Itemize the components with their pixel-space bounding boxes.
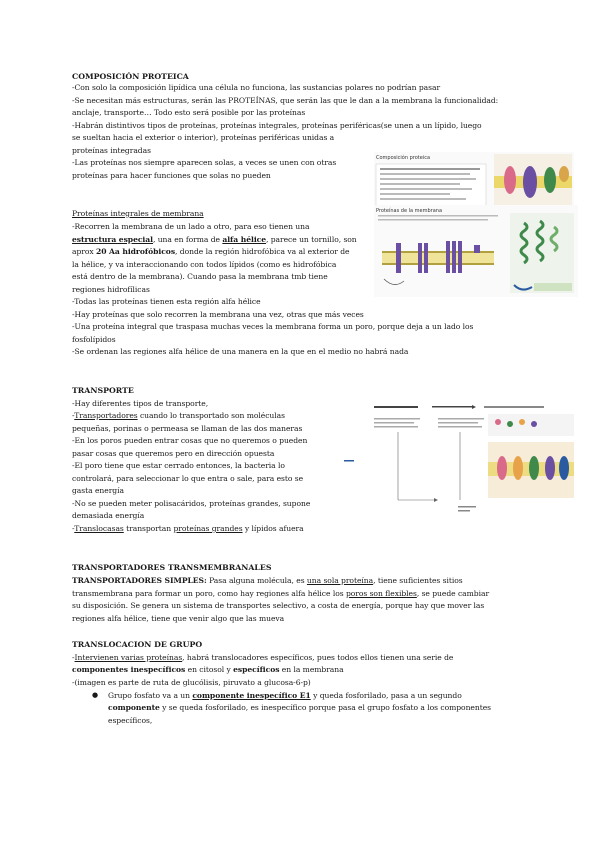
paragraph-line: -Hay diferentes tipos de transporte,: [72, 399, 209, 408]
heading-proteinas-integrales: Proteínas integrales de membrana: [72, 209, 204, 218]
paragraph-line: anclaje, transporte… Todo esto será posible por las proteínas: [72, 108, 306, 117]
figure-transporte: [338, 402, 578, 514]
paragraph-line: -Intervienen varias proteínas, habrá translocadores específicos, pues todos ellos tienen una serie de: [72, 653, 454, 662]
paragraph-line: TRANSPORTADORES SIMPLES: Pasa alguna molécula, es una sola proteína, tiene suficientes sitios: [72, 576, 463, 585]
paragraph-line: la hélice, y va interaccionando con todos lípidos (como es hidrofóbica: [72, 260, 337, 269]
paragraph-line: proteínas integradas: [72, 146, 151, 155]
bullet-line: específicos,: [108, 716, 153, 725]
paragraph-line: proteínas para hacer funciones que solas no pueden: [72, 171, 271, 180]
paragraph-line: -Todas las proteínas tienen esta región alfa hélice: [72, 297, 261, 306]
figure-title: Proteínas de la membrana: [376, 208, 443, 214]
paragraph-line: componentes inespecíficos en citosol y específicos en la membrana: [72, 665, 344, 674]
figure-proteinas-membrana: [374, 205, 578, 297]
paragraph-line: controlará, para seleccionar lo que entra o sale, para esto se: [72, 474, 304, 483]
paragraph-line: -Con solo la composición lipídica una célula no funciona, las sustancias polares no podrían pasar: [72, 83, 441, 92]
paragraph-line: se sueltan hacia el exterior o interior), proteínas periféricas unidas a: [72, 133, 335, 142]
figure-composicion-proteica: [374, 152, 574, 210]
heading-transporte: TRANSPORTE: [72, 386, 134, 395]
heading-translocacion-de-grupo: TRANSLOCACION DE GRUPO: [72, 640, 203, 649]
paragraph-line: aprox 20 Aa hidrofóbicos, donde la región hidrofóbica va al exterior de: [72, 247, 350, 256]
bullet-icon: ●: [92, 691, 99, 699]
bullet-line: componente y se queda fosforilado, es inespecífico porque pasa el grupo fosfato a los componentes: [108, 703, 491, 712]
heading-composicion-proteica: COMPOSICIÓN PROTEICA: [72, 72, 189, 81]
paragraph-line: está dentro de la membrana). Cuando pasa la membrana tmb tiene: [72, 272, 328, 281]
paragraph-line: -No se pueden meter polisacáridos, proteínas grandes, supone: [72, 499, 311, 508]
paragraph-line: -Translocasas transportan proteínas grandes y lípidos afuera: [72, 524, 304, 533]
paragraph-line: fosfolípidos: [72, 335, 116, 344]
bullet-line: Grupo fosfato va a un componente inespecífico E1 y queda fosforilado, pasa a un segundo: [108, 691, 462, 700]
paragraph-line: gasta energía: [72, 486, 124, 495]
paragraph-line: -Recorren la membrana de un lado a otro, para eso tienen una: [72, 222, 310, 231]
paragraph-line: -El poro tiene que estar cerrado entonces, la bacteria lo: [72, 461, 285, 470]
paragraph-line: pasar cosas que queremos pero en dirección opuesta: [72, 449, 275, 458]
paragraph-line: demasiada energía: [72, 511, 145, 520]
figure-title: Composición proteica: [376, 155, 431, 161]
paragraph-line: -Transportadores cuando lo transportado son moléculas: [72, 411, 285, 420]
paragraph-line: -Una proteína integral que traspasa muchas veces la membrana forma un poro, porque deja a un lado los: [72, 322, 474, 331]
paragraph-line: pequeñas, porinas o permeasa se llaman de las dos maneras: [72, 424, 303, 433]
paragraph-line: su disposición. Se genera un sistema de transportes selectivo, a costa de energía, porque hay que mover las: [72, 601, 485, 610]
paragraph-line: -Hay proteínas que solo recorren la membrana una vez, otras que más veces: [72, 310, 364, 319]
paragraph-line: transmembrana para formar un poro, como hay regiones alfa hélice los poros son flexibles, se puede cambiar: [72, 589, 490, 598]
paragraph-line: estructura especial, una en forma de alfa hélice, parece un tornillo, son: [72, 235, 357, 244]
heading-transportadores-transmembranales: TRANSPORTADORES TRANSMEMBRANALES: [72, 563, 272, 572]
paragraph-line: regiones hidrofílicas: [72, 285, 150, 294]
paragraph-line: -Se ordenan las regiones alfa hélice de una manera en la que en el medio no habrá nada: [72, 347, 409, 356]
paragraph-line: -En los poros pueden entrar cosas que no queremos o pueden: [72, 436, 308, 445]
paragraph-line: -(imagen es parte de ruta de glucólisis, piruvato a glucosa-6-p): [72, 678, 311, 687]
paragraph-line: -Se necesitan más estructuras, serán las PROTEÍNAS, que serán las que le dan a la membrana la funcionalidad:: [72, 96, 499, 105]
paragraph-line: -Las proteínas nos siempre aparecen solas, a veces se unen con otras: [72, 158, 337, 167]
paragraph-line: regiones alfa hélice, tiene que venir algo que las mueva: [72, 614, 285, 623]
paragraph-line: -Habrán distintivos tipos de proteínas, proteínas integrales, proteínas periféricas(se unen a un lípido, luego: [72, 121, 482, 130]
